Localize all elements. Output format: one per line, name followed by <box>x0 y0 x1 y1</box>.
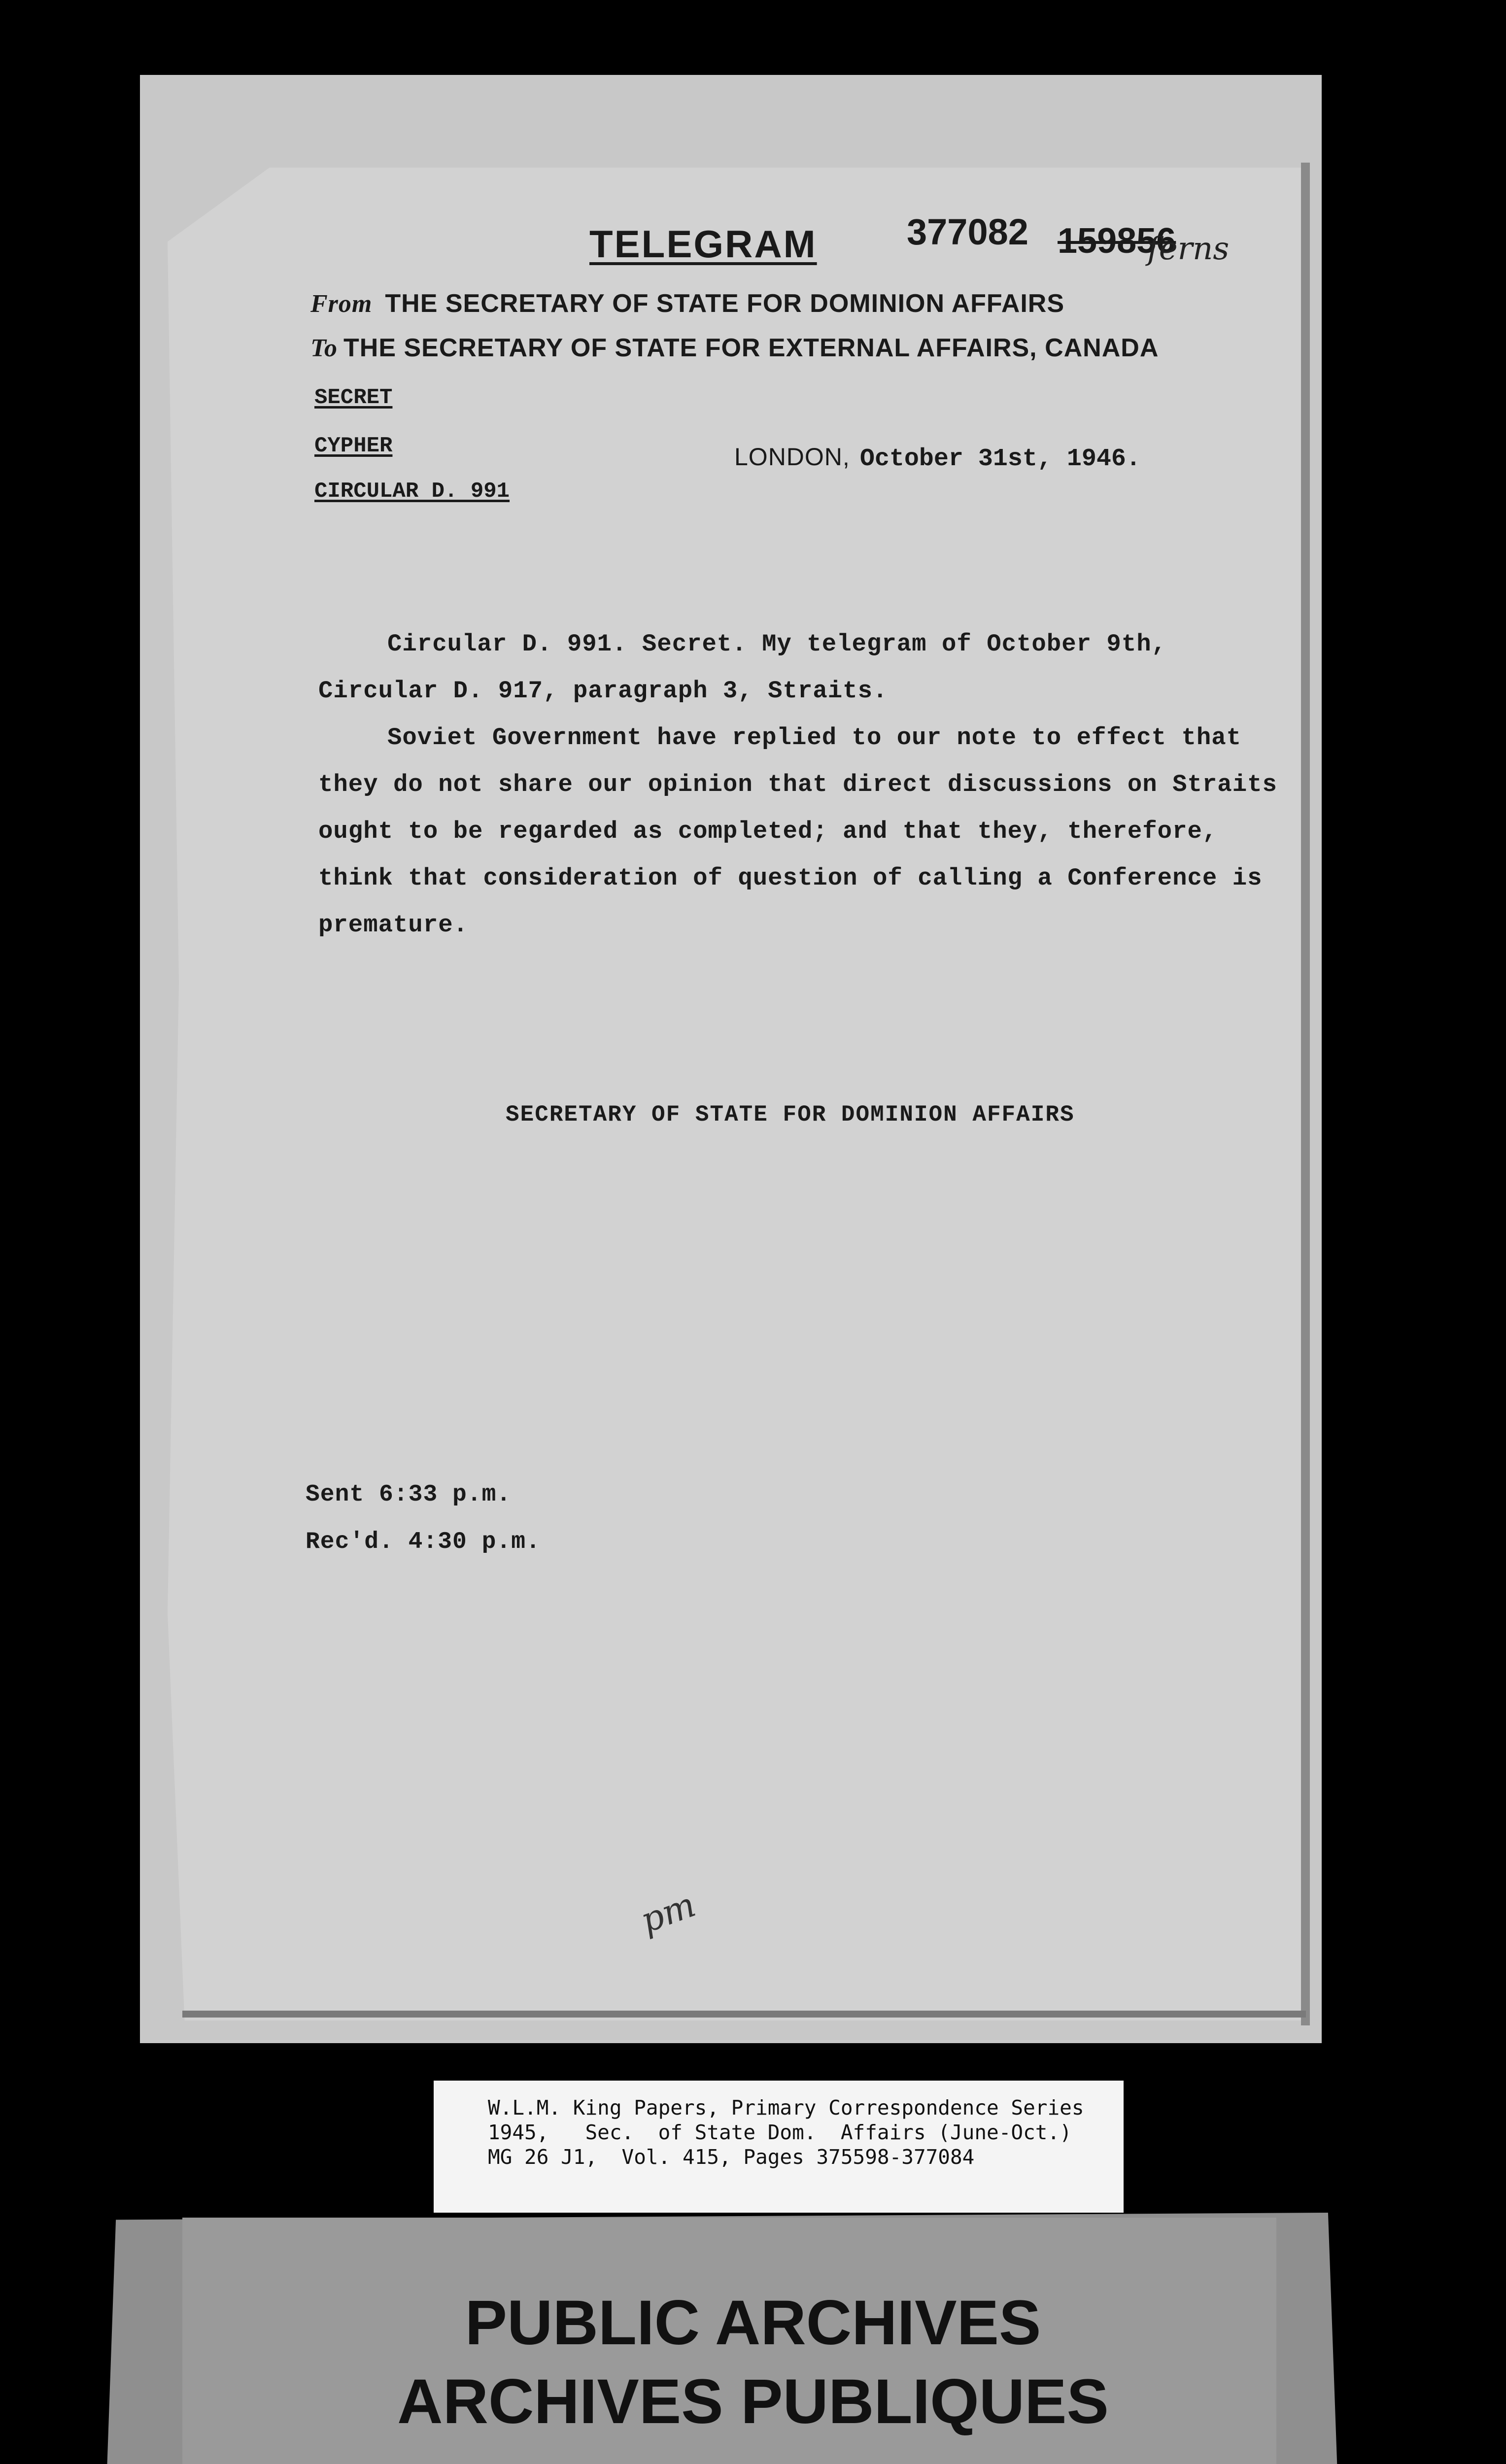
from-line <box>310 289 1064 318</box>
to-prefix: To <box>310 334 338 362</box>
from-text: THE SECRETARY OF STATE FOR DOMINION AFFAIRS <box>385 289 1065 318</box>
paper-bottom-edge <box>182 2011 1306 2018</box>
citation-line: MG 26 J1, Vol. 415, Pages 375598-377084 <box>488 2145 975 2169</box>
handwritten-initials: pm <box>635 1884 701 1941</box>
classification-circular: CIRCULAR D. 991 <box>314 479 510 504</box>
classification-secret: SECRET <box>314 385 393 410</box>
handwritten-reference: ferns <box>1147 231 1230 267</box>
archives-line-french: ARCHIVES PUBLIQUES <box>397 2366 1109 2437</box>
to-line <box>310 333 1159 363</box>
citation-line: 1945, Sec. of State Dom. Affairs (June-Oct.) <box>488 2121 1072 2144</box>
citation-line: W.L.M. King Papers, Primary Correspondence Series <box>488 2096 1084 2120</box>
from-prefix: From <box>310 290 373 318</box>
place-and-date <box>734 443 1141 473</box>
signature: SECRETARY OF STATE FOR DOMINION AFFAIRS <box>506 1102 1075 1128</box>
body-paragraph: Soviet Government have replied to our note to effect that they do not share our opinion that direct discussions on Straits ought to be regarded as completed; and that they, therefore, think that consideration of question of calling a Conference is premature. <box>318 724 1277 939</box>
telegram-title: TELEGRAM <box>589 222 817 266</box>
reference-number: 377082 <box>907 211 1028 252</box>
date: October 31st, 1946. <box>859 445 1141 473</box>
to-text: THE SECRETARY OF STATE FOR EXTERNAL AFFAIRS, CANADA <box>343 334 1159 362</box>
classification-cypher: CYPHER <box>314 434 393 458</box>
struck-reference-number: 159856 <box>1058 221 1176 261</box>
sent-time: Sent 6:33 p.m. <box>306 1481 512 1508</box>
place: LONDON, <box>734 443 850 471</box>
telegram-body <box>318 621 1284 949</box>
received-time: Rec'd. 4:30 p.m. <box>306 1529 541 1555</box>
citation-label <box>434 2081 1124 2213</box>
paper-edge <box>1301 163 1310 2025</box>
archives-line-english: PUBLIC ARCHIVES <box>465 2288 1041 2358</box>
body-paragraph: Circular D. 991. Secret. My telegram of October 9th, Circular D. 917, paragraph 3, Straits. <box>318 630 1167 705</box>
